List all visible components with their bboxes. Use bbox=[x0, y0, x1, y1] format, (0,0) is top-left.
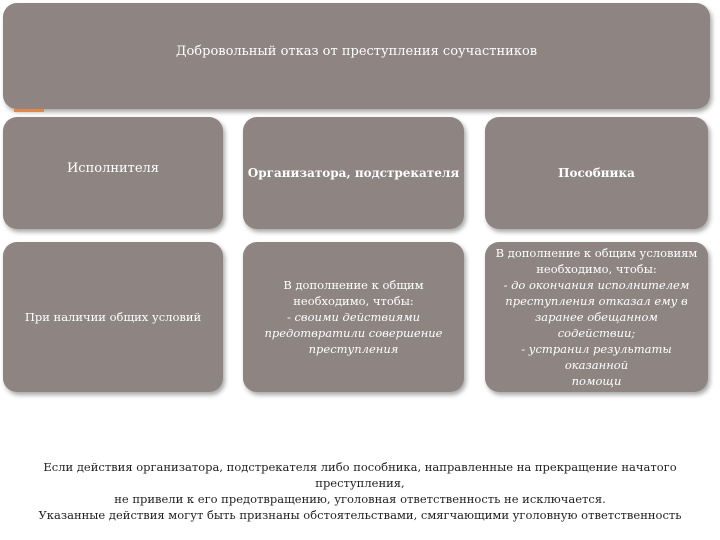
title-box bbox=[3, 3, 710, 109]
body-line: преступления отказал ему в bbox=[505, 293, 688, 308]
header-organizer: Организатора, подстрекателя bbox=[247, 165, 460, 180]
body-line: - до окончания исполнителем bbox=[503, 277, 690, 292]
header-executor: Исполнителя bbox=[66, 160, 160, 176]
body-line: необходимо, чтобы: bbox=[536, 261, 657, 276]
footer-line: не привели к его предотвращению, уголовная ответственность не исключается. bbox=[114, 492, 606, 507]
body-accomplice bbox=[485, 245, 708, 390]
body-executor bbox=[15, 309, 211, 325]
body-line: В дополнение к общим условиям bbox=[495, 245, 698, 260]
footer-note bbox=[0, 459, 720, 523]
body-line: предотвратили совершение bbox=[264, 326, 443, 341]
body-line: - своими действиями bbox=[286, 309, 421, 324]
body-line: необходимо, чтобы: bbox=[293, 293, 414, 308]
header-box-executor bbox=[3, 117, 223, 229]
diagram-title: Добровольный отказ от преступления соучастников bbox=[175, 43, 538, 59]
body-box-executor bbox=[3, 242, 223, 392]
accent-bar bbox=[14, 109, 44, 112]
body-box-accomplice bbox=[485, 242, 708, 392]
body-line: - устранил результаты оказанной bbox=[521, 342, 672, 373]
body-box-organizer bbox=[243, 242, 464, 392]
body-line: помощи bbox=[571, 374, 622, 389]
body-line: преступления bbox=[308, 342, 399, 357]
body-organizer bbox=[254, 277, 452, 357]
body-line: При наличии общих условий bbox=[24, 309, 202, 324]
body-line: В дополнение к общим bbox=[283, 277, 424, 292]
header-box-organizer bbox=[243, 117, 464, 229]
header-box-accomplice bbox=[485, 117, 708, 229]
footer-line: Если действия организатора, подстрекателя либо пособника, направленные на прекращение начатого преступления, bbox=[43, 460, 677, 491]
body-line: заранее обещанном содействии; bbox=[535, 309, 658, 341]
header-accomplice: Пособника bbox=[558, 165, 635, 180]
footer-line: Указанные действия могут быть признаны обстоятельствами, смягчающими уголовную ответственность bbox=[38, 508, 682, 523]
